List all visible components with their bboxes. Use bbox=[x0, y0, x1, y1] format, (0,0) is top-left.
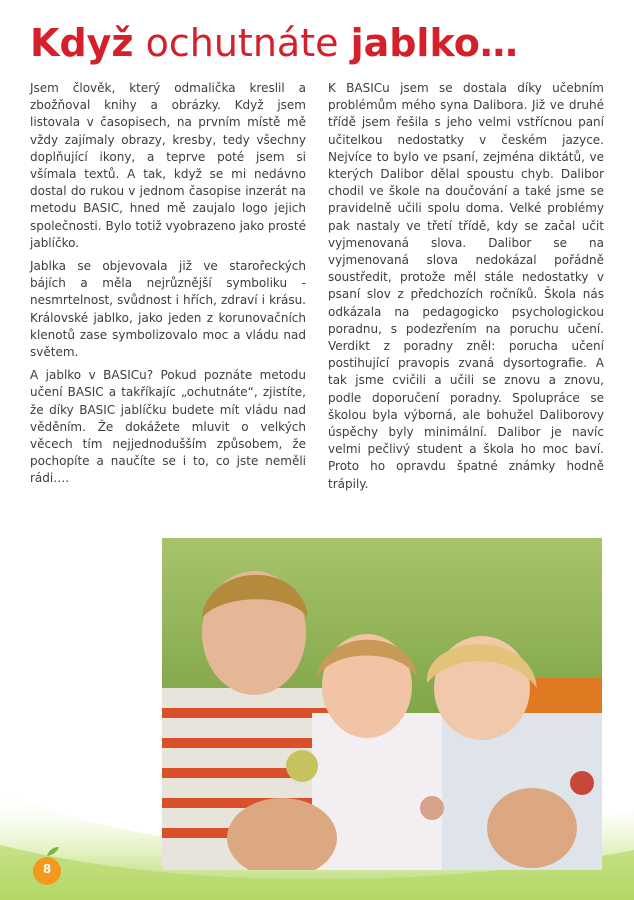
title-part2: ochutnáte bbox=[133, 21, 351, 65]
children-photo bbox=[162, 538, 602, 870]
right-column bbox=[328, 80, 604, 499]
title-part3: jablko… bbox=[350, 21, 518, 65]
paragraph: Jablka se objevovala již ve starořeckých bájích a měla nejrůznější symboliku - nesmrtelnost, svůdnost i hřích, zdraví i krásu. Královské jablko, jako jeden z korunovačních klenotů zase symbolizovalo moc a vládu nad světem. bbox=[30, 259, 306, 360]
page-number: 8 bbox=[42, 862, 52, 876]
children-photo-illustration bbox=[162, 538, 602, 870]
paragraph: K BASICu jsem se dostala díky učebním problémům mého syna Dalibora. Již ve druhé třídě jsem řešila s jeho velmi vstřícnou paní učitelkou nedostatky v českém jazyce. Nejvíce to bylo ve psaní, zejména diktátů, ve kterých Dalibor dělal spoustu chyb. Dalibor chodil ve škole na doučování a také jsme se pravidelně učili spolu doma. Velké problémy pak nastaly ve třetí třídě, kdy se začal učit vyjmenovaná slova. Dalibor se na vyjmenovaná slova nedokázal pořádně soustředit, protože měl stále nedostatky v psaní slov z předchozích ročníků. Škola nás odkázala na pedagogicko psychologickou poradnu, s podezřením na poruchu učení. Verdikt z poradny zněl: porucha učení postihující pravopis zvaná dysortografie. A tak jsme cvičili a učili se znovu a znovu, podle doporučení poradny. Spolupráce se školou byla výborná, ale bohužel Daliborovy úspěchy byly minimální. Dalibor je navíc velmi pečlivý student a škola ho moc baví. Proto ho opravdu špatné známky hodně trápily. bbox=[328, 81, 604, 491]
left-column bbox=[30, 80, 306, 494]
paragraph: A jablko v BASICu? Pokud poznáte metodu učení BASIC a takříkajíc „ochutnáte“, zjistíte, že díky BASIC jablíčku budete mít vládu nad věděním. Že dokážete mluvit o velkých věcech tím nejjednodušším způsobem, že pochopíte a naučíte se i to, co jste neměli rádi…. bbox=[30, 368, 306, 486]
title-part1: Když bbox=[30, 21, 134, 65]
article-title bbox=[30, 18, 518, 68]
paragraph: Jsem člověk, který odmalička kreslil a zbožňoval knihy a obrázky. Když jsem listovala v časopisech, na prvním místě mě vždy zajímaly obrazy, kresby, tedy všechny doplňující ikony, a teprve poté jsem si všímala textů. A tak, když se mi nedávno dostal do rukou v jednom časopise inzerát na metodu BASIC, hned mě zaujalo logo jejich společnosti. Bylo totiž vyobrazeno jako prosté jablíčko. bbox=[30, 81, 306, 250]
